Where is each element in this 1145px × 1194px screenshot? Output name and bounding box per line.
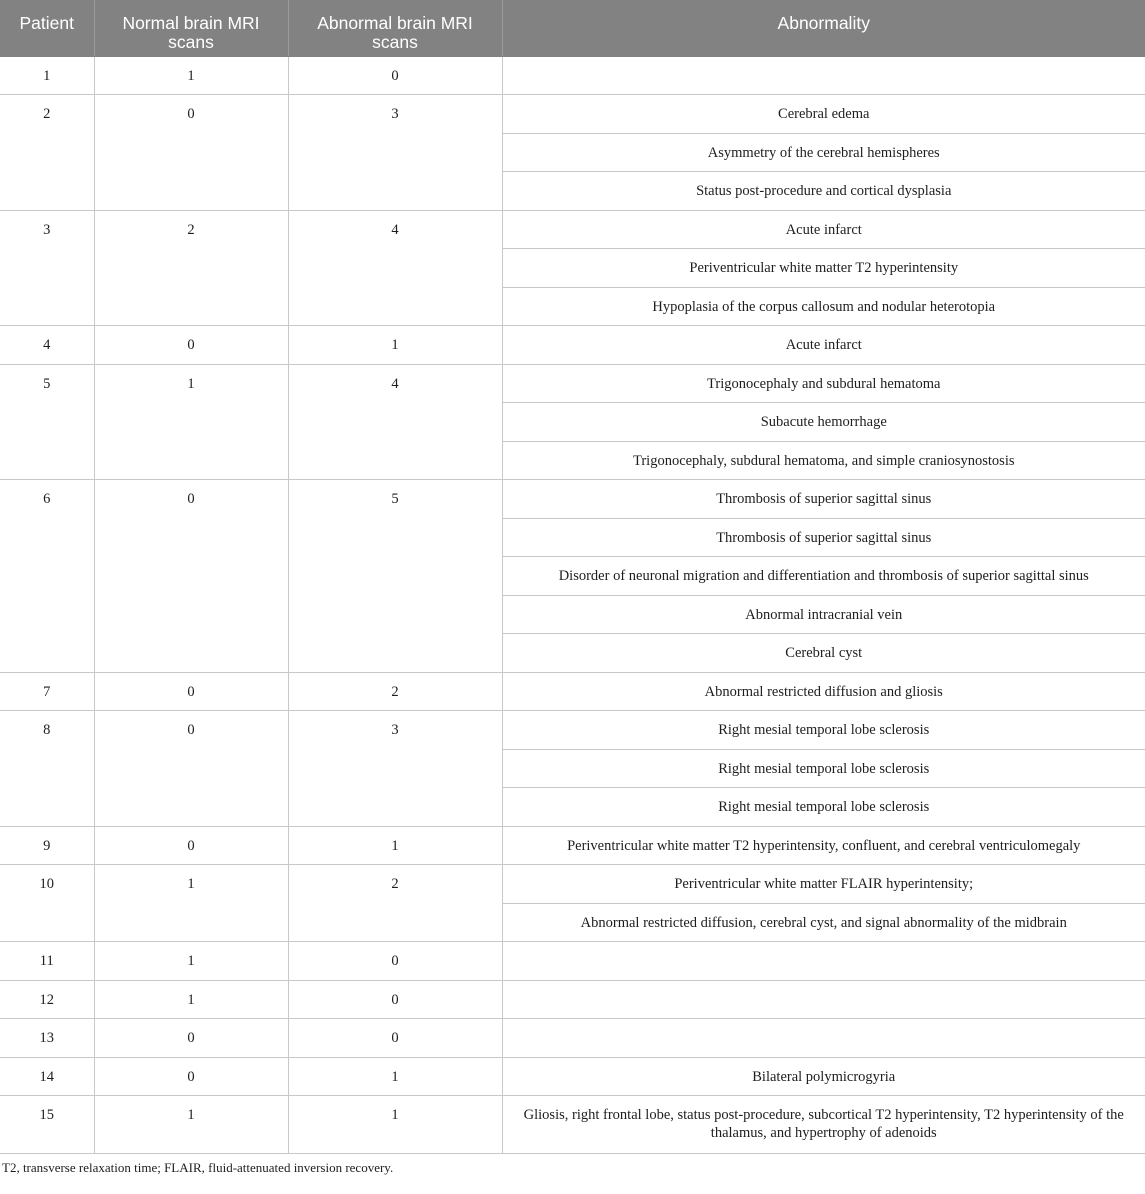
cell-patient: 12 (0, 980, 94, 1019)
cell-abnormality: Periventricular white matter T2 hyperintensity (502, 249, 1145, 288)
table-row (0, 980, 1145, 1019)
cell-abnormality: Right mesial temporal lobe sclerosis (502, 749, 1145, 788)
header-abnormality: Abnormality (502, 0, 1145, 56)
header-patient: Patient (0, 0, 94, 56)
table-row (0, 826, 1145, 865)
table-row (0, 942, 1145, 981)
cell-abnormal-scans: 1 (288, 1096, 502, 1154)
cell-normal-scans: 0 (94, 326, 288, 365)
header-abnormal-scans: Abnormal brain MRI scans (288, 0, 502, 56)
cell-normal-scans: 2 (94, 210, 288, 326)
cell-abnormality (502, 1019, 1145, 1058)
cell-abnormal-scans: 0 (288, 942, 502, 981)
cell-patient: 11 (0, 942, 94, 981)
cell-abnormality: Cerebral edema (502, 95, 1145, 134)
cell-patient: 10 (0, 865, 94, 942)
cell-abnormality: Asymmetry of the cerebral hemispheres (502, 133, 1145, 172)
cell-abnormal-scans: 0 (288, 1019, 502, 1058)
table-footnote: T2, transverse relaxation time; FLAIR, fluid-attenuated inversion recovery. (2, 1160, 394, 1175)
table-row (0, 480, 1145, 519)
cell-abnormal-scans: 5 (288, 480, 502, 673)
cell-abnormal-scans: 4 (288, 210, 502, 326)
cell-normal-scans: 0 (94, 711, 288, 827)
cell-abnormal-scans: 2 (288, 672, 502, 711)
cell-abnormality: Acute infarct (502, 326, 1145, 365)
cell-patient: 1 (0, 56, 94, 95)
cell-abnormality: Thrombosis of superior sagittal sinus (502, 518, 1145, 557)
cell-normal-scans: 0 (94, 672, 288, 711)
cell-abnormality: Abnormal intracranial vein (502, 595, 1145, 634)
cell-abnormality: Periventricular white matter T2 hyperintensity, confluent, and cerebral ventriculomegaly (502, 826, 1145, 865)
cell-patient: 6 (0, 480, 94, 673)
cell-normal-scans: 1 (94, 1096, 288, 1154)
table-row (0, 210, 1145, 249)
table-row (0, 1019, 1145, 1058)
cell-abnormal-scans: 0 (288, 56, 502, 95)
cell-normal-scans: 1 (94, 56, 288, 95)
table-row (0, 672, 1145, 711)
cell-abnormal-scans: 1 (288, 1057, 502, 1096)
cell-abnormal-scans: 0 (288, 980, 502, 1019)
cell-abnormality: Periventricular white matter FLAIR hyperintensity; (502, 865, 1145, 904)
cell-patient: 13 (0, 1019, 94, 1058)
cell-abnormal-scans: 4 (288, 364, 502, 480)
cell-abnormality: Trigonocephaly, subdural hematoma, and simple craniosynostosis (502, 441, 1145, 480)
cell-abnormality: Status post-procedure and cortical dysplasia (502, 172, 1145, 211)
header-normal-scans: Normal brain MRI scans (94, 0, 288, 56)
cell-abnormality: Trigonocephaly and subdural hematoma (502, 364, 1145, 403)
cell-patient: 9 (0, 826, 94, 865)
cell-patient: 15 (0, 1096, 94, 1154)
header-row (0, 0, 1145, 56)
table-row (0, 364, 1145, 403)
cell-patient: 3 (0, 210, 94, 326)
cell-abnormality (502, 942, 1145, 981)
cell-patient: 8 (0, 711, 94, 827)
table-row (0, 56, 1145, 95)
table-row (0, 865, 1145, 904)
cell-abnormal-scans: 3 (288, 95, 502, 211)
table-body (0, 56, 1145, 1154)
table-row (0, 95, 1145, 134)
cell-normal-scans: 0 (94, 1019, 288, 1058)
cell-normal-scans: 1 (94, 980, 288, 1019)
cell-abnormality: Right mesial temporal lobe sclerosis (502, 788, 1145, 827)
cell-abnormality: Gliosis, right frontal lobe, status post-procedure, subcortical T2 hyperintensity, T2 hyperintensity of the thalamus, and hypertrophy of adenoids (502, 1096, 1145, 1154)
cell-abnormality (502, 980, 1145, 1019)
cell-normal-scans: 0 (94, 1057, 288, 1096)
cell-patient: 14 (0, 1057, 94, 1096)
cell-normal-scans: 0 (94, 826, 288, 865)
cell-abnormality: Disorder of neuronal migration and differentiation and thrombosis of superior sagittal sinus (502, 557, 1145, 596)
table-header (0, 0, 1145, 56)
cell-normal-scans: 0 (94, 480, 288, 673)
cell-abnormality: Abnormal restricted diffusion and gliosis (502, 672, 1145, 711)
cell-patient: 4 (0, 326, 94, 365)
cell-abnormality (502, 56, 1145, 95)
cell-abnormal-scans: 3 (288, 711, 502, 827)
table-row (0, 326, 1145, 365)
cell-abnormal-scans: 1 (288, 326, 502, 365)
table-row (0, 711, 1145, 750)
cell-normal-scans: 0 (94, 95, 288, 211)
table-row (0, 1096, 1145, 1154)
cell-patient: 7 (0, 672, 94, 711)
cell-abnormality: Hypoplasia of the corpus callosum and nodular heterotopia (502, 287, 1145, 326)
cell-abnormality: Acute infarct (502, 210, 1145, 249)
cell-abnormality: Abnormal restricted diffusion, cerebral cyst, and signal abnormality of the midbrain (502, 903, 1145, 942)
cell-abnormality: Subacute hemorrhage (502, 403, 1145, 442)
cell-abnormality: Cerebral cyst (502, 634, 1145, 673)
cell-abnormal-scans: 2 (288, 865, 502, 942)
cell-patient: 5 (0, 364, 94, 480)
cell-normal-scans: 1 (94, 364, 288, 480)
cell-normal-scans: 1 (94, 865, 288, 942)
cell-abnormality: Bilateral polymicrogyria (502, 1057, 1145, 1096)
cell-abnormal-scans: 1 (288, 826, 502, 865)
cell-abnormality: Right mesial temporal lobe sclerosis (502, 711, 1145, 750)
cell-abnormality: Thrombosis of superior sagittal sinus (502, 480, 1145, 519)
cell-patient: 2 (0, 95, 94, 211)
table-row (0, 1057, 1145, 1096)
cell-normal-scans: 1 (94, 942, 288, 981)
